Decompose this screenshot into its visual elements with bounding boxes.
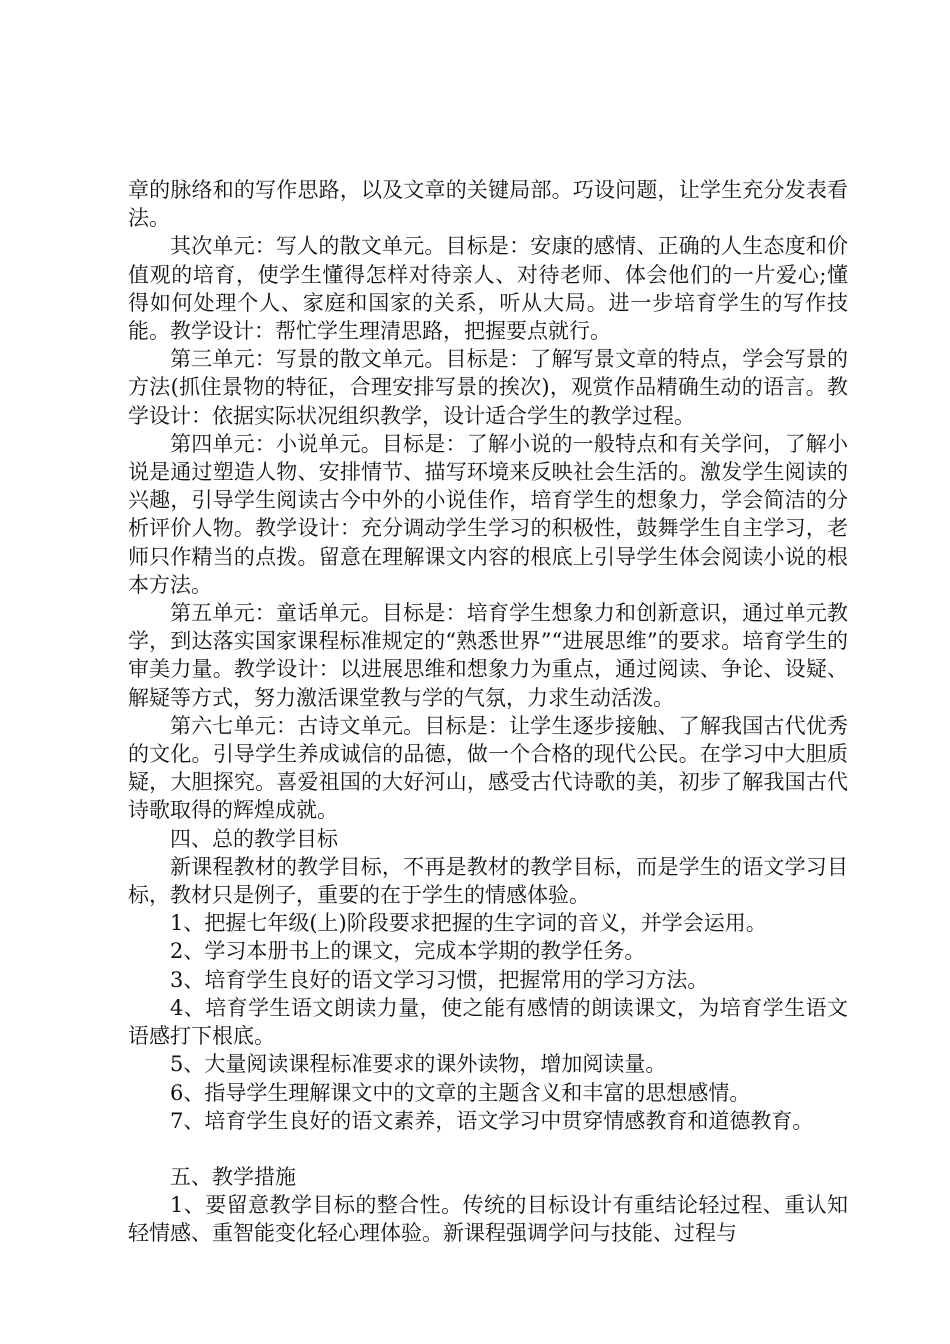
list-item-goal-5: 5、大量阅读课程标准要求的课外读物，增加阅读量。 xyxy=(170,1052,667,1077)
list-item-goal-7: 7、培育学生良好的语文素养，语文学习中贯穿情感教育和道德教育。 xyxy=(170,1108,814,1133)
section-heading-goals: 四、总的教学目标 xyxy=(170,826,338,851)
list-item-goal-2: 2、学习本册书上的课文，完成本学期的教学任务。 xyxy=(170,939,646,964)
paragraph-unit-5: 第五单元：童话单元。目标是：培育学生想象力和创新意识，通过单元教学，到达落实国家课程标准规定的“熟悉世界”“进展思维”的要求。培育学生的审美力量。教学设计：以进展思维和想象力为重点，通过阅读、争论、设疑、解疑等方式，努力激活课堂教与学的气氛，力求生动活泼。 xyxy=(128,601,848,710)
paragraph-unit-2: 其次单元：写人的散文单元。目标是：安康的感情、正确的人生态度和价值观的培育，使学生懂得怎样对待亲人、对待老师、体会他们的一片爱心;懂得如何处理个人、家庭和国家的关系，听从大局。进一步培育学生的写作技能。教学设计：帮忙学生理清思路，把握要点就行。 xyxy=(128,234,848,344)
list-item-goal-6: 6、指导学生理解课文中的文章的主题含义和丰富的思想感情。 xyxy=(170,1080,751,1105)
document-body xyxy=(128,176,848,1248)
paragraph-spacer xyxy=(128,1135,848,1163)
paragraph-goals-intro: 新课程教材的教学目标，不再是教材的教学目标，而是学生的语文学习目标，教材只是例子，重要的在于学生的情感体验。 xyxy=(128,854,848,908)
section-heading-measures: 五、教学措施 xyxy=(170,1164,296,1189)
paragraph-unit-4: 第四单元：小说单元。目标是：了解小说的一般特点和有关学问，了解小说是通过塑造人物、安排情节、描写环境来反映社会生活的。激发学生阅读的兴趣，引导学生阅读古今中外的小说佳作，培育学生的想象力，学会简洁的分析评价人物。教学设计：充分调动学生学习的积极性，鼓舞学生自主学习，老师只作精当的点拨。留意在理解课文内容的根底上引导学生体会阅读小说的根本方法。 xyxy=(128,431,848,597)
list-item-goal-3: 3、培育学生良好的语文学习习惯，把握常用的学习方法。 xyxy=(170,967,709,992)
paragraph-unit-6-7: 第六七单元：古诗文单元。目标是：让学生逐步接触、了解我国古代优秀的文化。引导学生养成诚信的品德，做一个合格的现代公民。在学习中大胆质疑，大胆探究。喜爱祖国的大好河山，感受古代诗歌的美，初步了解我国古代诗歌取得的辉煌成就。 xyxy=(128,713,848,823)
paragraph-measure-1: 1、要留意教学目标的整合性。传统的目标设计有重结论轻过程、重认知轻情感、重智能变化轻心理体验。新课程强调学问与技能、过程与 xyxy=(128,1193,848,1246)
list-item-goal-1: 1、把握七年级(上)阶段要求把握的生字词的音义，并学会运用。 xyxy=(170,911,767,936)
list-item-goal-4: 4、培育学生语文朗读力量，使之能有感情的朗读课文，为培育学生语文语感打下根底。 xyxy=(128,995,848,1049)
paragraph-continuation: 章的脉络和的写作思路，以及文章的关键局部。巧设问题，让学生充分发表看法。 xyxy=(128,178,848,231)
paragraph-unit-3: 第三单元：写景的散文单元。目标是：了解写景文章的特点，学会写景的方法(抓住景物的特征，合理安排写景的挨次)，观赏作品精确生动的语言。教学设计：依据实际状况组织教学，设计适合学生的教学过程。 xyxy=(128,347,848,428)
